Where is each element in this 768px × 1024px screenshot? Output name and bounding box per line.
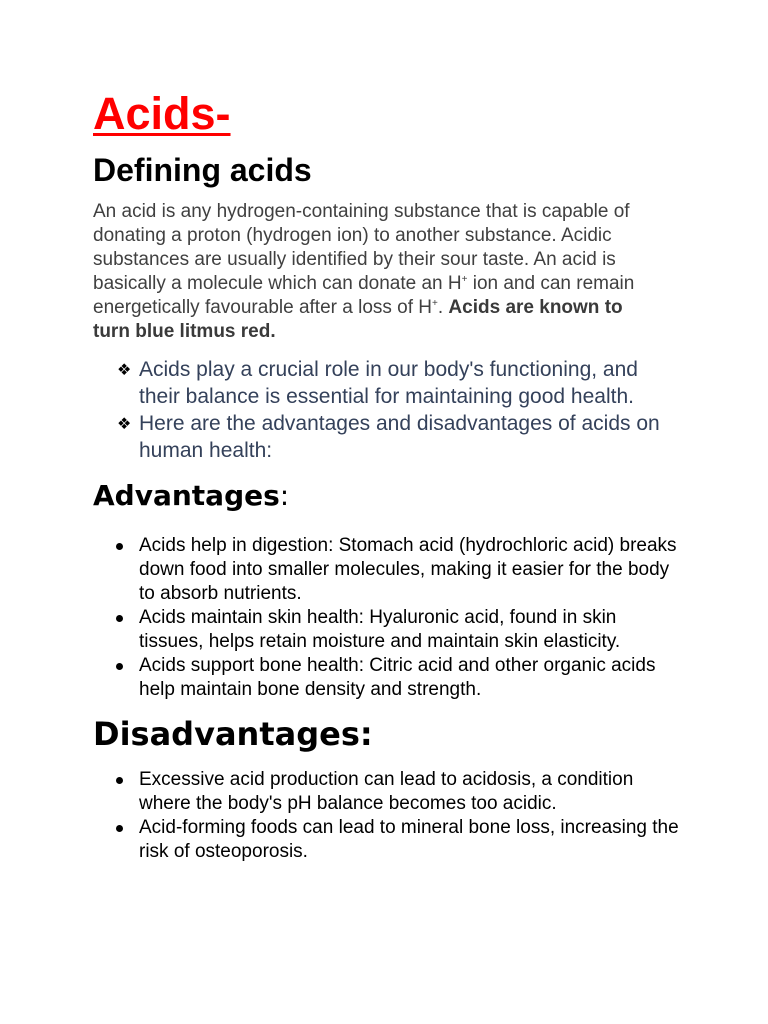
dot-bullet-icon <box>116 777 123 784</box>
superscript-plus: + <box>432 298 438 309</box>
intro-text-1: An acid is any hydrogen-containing substance that is capable of donating a proton (hydrogen ion) to another substance. Acidic substances are usually identified by their sour taste. An acid is basically a molecule which can donate an H <box>93 201 630 294</box>
diamond-bullet-icon: ❖ <box>117 360 132 379</box>
disadvantage-item <box>139 816 679 864</box>
highlight-item <box>117 356 679 410</box>
advantage-text: Acids maintain skin health: Hyaluronic acid, found in skin tissues, helps retain moisture and maintain skin elasticity. <box>139 607 621 652</box>
dot-bullet-icon <box>116 663 123 670</box>
advantage-item <box>139 534 679 606</box>
dot-bullet-icon <box>116 615 123 622</box>
disadvantages-heading: Disadvantages: <box>93 715 373 753</box>
highlight-item <box>117 410 679 464</box>
document-page <box>93 88 679 864</box>
dot-bullet-icon <box>116 825 123 832</box>
advantages-heading-colon: : <box>279 479 290 512</box>
intro-text-2: ion and can remain energetically favourable after a loss of H <box>93 273 635 318</box>
advantages-heading <box>93 478 673 514</box>
advantage-text: Acids help in digestion: Stomach acid (hydrochloric acid) breaks down food into smaller molecules, making it easier for the body to absorb nutrients. <box>139 535 677 604</box>
advantages-list <box>93 534 679 702</box>
highlight-text: Here are the advantages and disadvantages of acids on human health: <box>139 412 660 462</box>
highlight-text: Acids play a crucial role in our body's functioning, and their balance is essential for maintaining good health. <box>139 358 638 408</box>
advantage-item <box>139 654 679 702</box>
superscript-plus: + <box>461 274 468 285</box>
disadvantage-text: Acid-forming foods can lead to mineral bone loss, increasing the risk of osteoporosis. <box>139 817 679 862</box>
disadvantage-item <box>139 768 679 816</box>
intro-paragraph <box>93 200 663 344</box>
intro-bold-statement: Acids are known to turn blue litmus red. <box>93 297 623 342</box>
disadvantage-text: Excessive acid production can lead to acidosis, a condition where the body's pH balance becomes too acidic. <box>139 769 634 814</box>
diamond-bullet-icon: ❖ <box>117 414 132 433</box>
advantages-heading-text: Advantages <box>93 479 280 512</box>
defining-acids-heading: Defining acids <box>93 152 312 188</box>
dot-bullet-icon <box>116 543 123 550</box>
intro-text-3: . <box>437 297 449 318</box>
disadvantages-list <box>93 768 679 864</box>
page-title: Acids- <box>93 88 231 139</box>
advantage-item <box>139 606 679 654</box>
highlight-list <box>93 356 679 464</box>
advantage-text: Acids support bone health: Citric acid and other organic acids help maintain bone density and strength. <box>139 655 656 700</box>
